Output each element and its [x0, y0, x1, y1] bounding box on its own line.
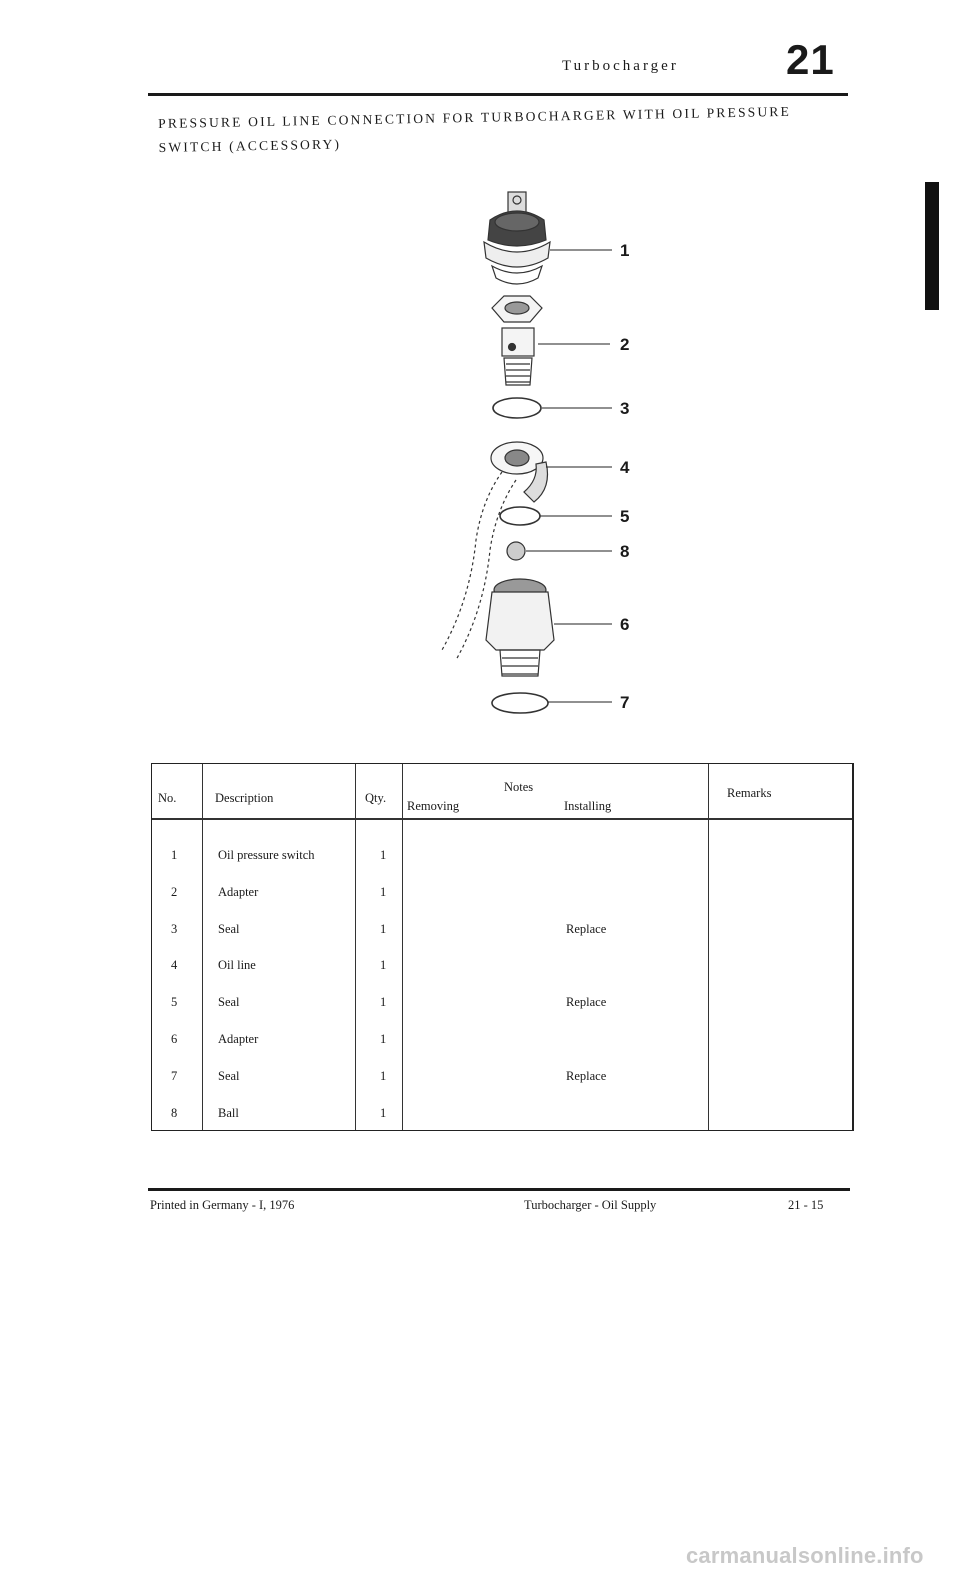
chapter-thumb-bar [925, 182, 939, 310]
callout-2: 2 [620, 335, 630, 354]
footer-page-number: 21 - 15 [788, 1198, 824, 1212]
row-installing-note: Replace [566, 995, 607, 1010]
callout-1: 1 [620, 241, 630, 260]
row-no: 4 [171, 958, 178, 973]
row-description: Seal [218, 995, 240, 1010]
watermark: carmanualsonline.info [686, 1543, 924, 1568]
row-no: 2 [171, 884, 178, 899]
row-description: Adapter [218, 1032, 259, 1046]
header-description: Description [215, 791, 274, 805]
row-no: 7 [171, 1068, 178, 1083]
heading-line-1: PRESSURE OIL LINE CONNECTION FOR TURBOCHARGER WITH OIL PRESSURE [158, 103, 792, 131]
footer-printed: Printed in Germany - I, 1976 [150, 1198, 295, 1212]
page-heading [158, 99, 839, 160]
footer-rule [148, 1188, 850, 1191]
row-installing-note: Replace [566, 921, 607, 936]
seal-7-illustration [492, 693, 548, 713]
section-number: 21 [786, 36, 835, 83]
row-no: 5 [171, 995, 178, 1010]
row-qty: 1 [380, 995, 387, 1010]
section-title: Turbocharger [562, 58, 679, 74]
exploded-parts-diagram [420, 180, 680, 725]
row-description: Adapter [218, 884, 259, 899]
row-installing-note: Replace [566, 1068, 607, 1083]
row-no: 8 [171, 1105, 178, 1120]
row-description: Ball [218, 1105, 239, 1120]
callout-3: 3 [620, 399, 630, 418]
adapter-illustration [492, 296, 542, 385]
row-description: Seal [218, 1068, 240, 1083]
row-no: 3 [171, 921, 178, 936]
seal-3-illustration [493, 398, 541, 418]
heading-line-2: SWITCH (ACCESSORY) [158, 136, 342, 155]
callout-7: 7 [620, 693, 630, 712]
row-description: Seal [218, 921, 240, 936]
parts-table [151, 763, 854, 1131]
seal-5-illustration [500, 507, 540, 525]
adapter-6-illustration [486, 579, 554, 676]
header-no: No. [158, 791, 177, 805]
row-qty: 1 [380, 1032, 387, 1046]
row-qty: 1 [380, 1068, 387, 1083]
header-remarks: Remarks [727, 786, 772, 800]
header-notes: Notes [504, 780, 534, 794]
row-qty: 1 [380, 958, 387, 973]
row-qty: 1 [380, 848, 387, 862]
row-description: Oil line [218, 958, 256, 973]
callout-6: 6 [620, 615, 630, 634]
header-qty: Qty. [365, 791, 387, 805]
callout-8: 8 [620, 542, 630, 561]
footer-chapter: Turbocharger - Oil Supply [524, 1198, 657, 1212]
row-description: Oil pressure switch [218, 848, 315, 862]
row-qty: 1 [380, 1105, 387, 1120]
callout-4: 4 [620, 458, 630, 477]
oil-pressure-switch-illustration [484, 192, 550, 284]
row-qty: 1 [380, 884, 387, 899]
row-qty: 1 [380, 921, 387, 936]
row-no: 1 [171, 848, 178, 862]
header-removing: Removing [407, 799, 460, 813]
ball-illustration [507, 542, 525, 560]
callout-5: 5 [620, 507, 630, 526]
header-rule [148, 93, 848, 96]
row-no: 6 [171, 1032, 178, 1046]
header-installing: Installing [564, 799, 612, 813]
